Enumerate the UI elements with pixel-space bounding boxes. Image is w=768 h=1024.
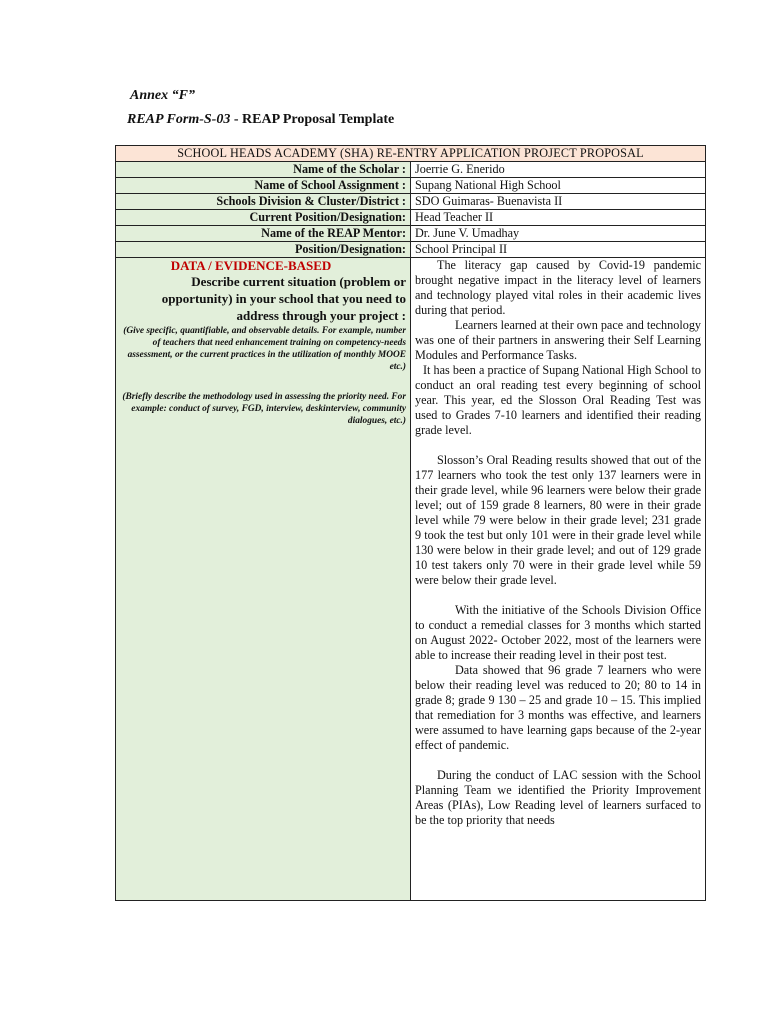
narrative-paragraph: The literacy gap caused by Covid-19 pandemic brought negative impact in the literacy level of learners and technology played vital roles in their academic lives during that period. bbox=[415, 258, 701, 317]
table-row bbox=[116, 178, 706, 194]
row-label-division: Schools Division & Cluster/District : bbox=[116, 194, 411, 210]
row-value-mentor: Dr. June V. Umadhay bbox=[411, 226, 706, 242]
form-separator: - bbox=[230, 112, 243, 127]
row-value-division: SDO Guimaras- Buenavista II bbox=[411, 194, 706, 210]
table-row bbox=[116, 194, 706, 210]
narrative-paragraph: During the conduct of LAC session with the School Planning Team we identified the Priority Improvement Areas (PIAs), Low Reading level of learners surfaced to be the top priority that needs bbox=[415, 768, 701, 827]
narrative-paragraph: With the initiative of the Schools Division Office to conduct a remedial classes for 3 months which started on August 2022- October 2022, most of the learners were able to increase their reading level in their post test. bbox=[415, 603, 701, 662]
row-label-mentor-position: Position/Designation: bbox=[116, 242, 411, 258]
narrative-paragraph: It has been a practice of Supang National High School to conduct an oral reading test every beginning of school year. This year, ed the Slosson Oral Reading Test was used to Grades 7-10 learners and identified their reading grade level. bbox=[415, 363, 701, 437]
form-code: REAP Form-S-03 bbox=[127, 112, 231, 127]
paragraph-gap bbox=[415, 753, 701, 768]
row-value-scholar: Joerrie G. Enerido bbox=[411, 162, 706, 178]
table-row bbox=[116, 162, 706, 178]
table-header: SCHOOL HEADS ACADEMY (SHA) RE-ENTRY APPLICATION PROJECT PROPOSAL bbox=[116, 146, 706, 162]
row-label-scholar: Name of the Scholar : bbox=[116, 162, 411, 178]
form-title-text: REAP Proposal Template bbox=[242, 112, 395, 127]
guidance-note-methodology: (Briefly describe the methodology used in assessing the priority need. For example: conduct of survey, FGD, interview, deskinterview, community dialogues, etc.) bbox=[122, 392, 406, 426]
proposal-table bbox=[115, 145, 706, 901]
table-row bbox=[116, 226, 706, 242]
header-row bbox=[116, 146, 706, 162]
row-label-mentor: Name of the REAP Mentor: bbox=[116, 226, 411, 242]
paragraph-gap bbox=[415, 588, 701, 603]
situation-narrative bbox=[411, 258, 706, 901]
narrative-paragraph: Learners learned at their own pace and technology was one of their partners in answering their Self Learning Modules and Performance Tasks. bbox=[415, 318, 702, 362]
guidance-note-details: (Give specific, quantifiable, and observable details. For example, number of teachers that need enhancement training on competency-needs assessment, or the current practices in the utilization of monthly MOOE etc.) bbox=[123, 326, 406, 372]
paragraph-gap bbox=[415, 438, 701, 453]
narrative-paragraph: Data showed that 96 grade 7 learners who were below their reading level was reduced to 20; 80 to 14 in grade 8; grade 9 130 – 25 and grade 10 – 15. This implied that remediation for 3 months was effective, and learners were assumed to have learning gaps because of the 2-year effect of pandemic. bbox=[415, 663, 701, 752]
form-title bbox=[127, 112, 394, 128]
row-label-position: Current Position/Designation: bbox=[116, 210, 411, 226]
table-row bbox=[116, 242, 706, 258]
data-evidence-row bbox=[116, 258, 706, 901]
row-value-mentor-position: School Principal II bbox=[411, 242, 706, 258]
annex-label: Annex “F” bbox=[130, 88, 195, 103]
data-evidence-heading: DATA / EVIDENCE-BASED bbox=[170, 258, 332, 273]
describe-situation-question: Describe current situation (problem or opportunity) in your school that you need to address through your project : bbox=[161, 274, 406, 323]
row-label-school: Name of School Assignment : bbox=[116, 178, 411, 194]
narrative-paragraph: Slosson’s Oral Reading results showed that out of the 177 learners who took the test only 137 learners were in their grade level, while 96 learners were below their grade level; out of 159 grade 8 learners, 80 were in their grade level while 79 were below in their grade level; 231 grade 9 took the test but only 101 were in their grade level while 130 were below in their grade level; and out of 129 grade 10 test takers only 70 were in their grade level while 59 were below their grade level. bbox=[415, 453, 701, 587]
table-row bbox=[116, 210, 706, 226]
row-value-school: Supang National High School bbox=[411, 178, 706, 194]
row-value-position: Head Teacher II bbox=[411, 210, 706, 226]
data-evidence-prompt bbox=[116, 258, 411, 901]
